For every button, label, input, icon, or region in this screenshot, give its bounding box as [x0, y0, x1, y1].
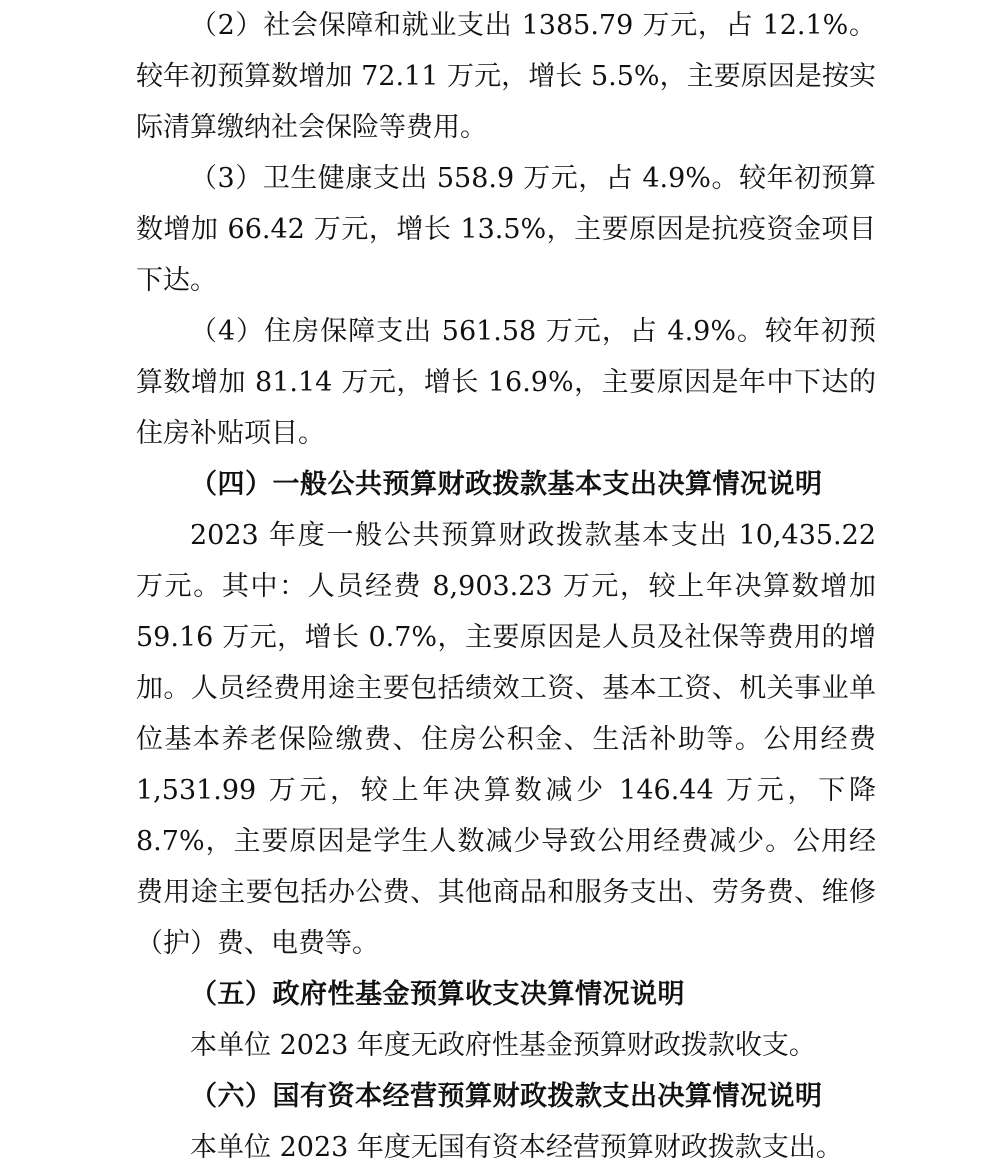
- paragraph-state-capital: 本单位 2023 年度无国有资本经营预算财政拨款支出。: [190, 1132, 843, 1163]
- paragraph-government-fund: 本单位 2023 年度无政府性基金预算财政拨款收支。: [190, 1030, 816, 1061]
- paragraph-social-security: （2）社会保障和就业支出 1385.79 万元，占 12.1%。较年初预算数增加 72.11 万元，增长 5.5%，主要原因是按实际清算缴纳社会保险等费用。: [136, 10, 876, 143]
- document-page: [136, 0, 876, 1173]
- section-heading-government-fund: （五）政府性基金预算收支决算情况说明: [190, 979, 685, 1010]
- paragraph-basic-expenditure: 2023 年度一般公共预算财政拨款基本支出 10,435.22 万元。其中：人员经费 8,903.23 万元，较上年决算数增加 59.16 万元，增长 0.7%，主要原因是人员及社保等费用的增加。人员经费用途主要包括绩效工资、基本工资、机关事业单位基本养老保险缴费、住房公积金、生活补助等。公用经费 1,531.99 万元，较上年决算数减少 146.44 万元，下降 8.7%，主要原因是学生人数减少导致公用经费减少。公用经费用途主要包括办公费、其他商品和服务支出、劳务费、维修（护）费、电费等。: [136, 520, 876, 959]
- section-heading-basic-expenditure: （四）一般公共预算财政拨款基本支出决算情况说明: [190, 469, 823, 500]
- paragraph-health: （3）卫生健康支出 558.9 万元，占 4.9%。较年初预算数增加 66.42 万元，增长 13.5%，主要原因是抗疫资金项目下达。: [136, 163, 876, 296]
- paragraph-housing: （4）住房保障支出 561.58 万元，占 4.9%。较年初预算数增加 81.14 万元，增长 16.9%，主要原因是年中下达的住房补贴项目。: [136, 316, 876, 449]
- section-heading-state-capital: （六）国有资本经营预算财政拨款支出决算情况说明: [190, 1081, 823, 1112]
